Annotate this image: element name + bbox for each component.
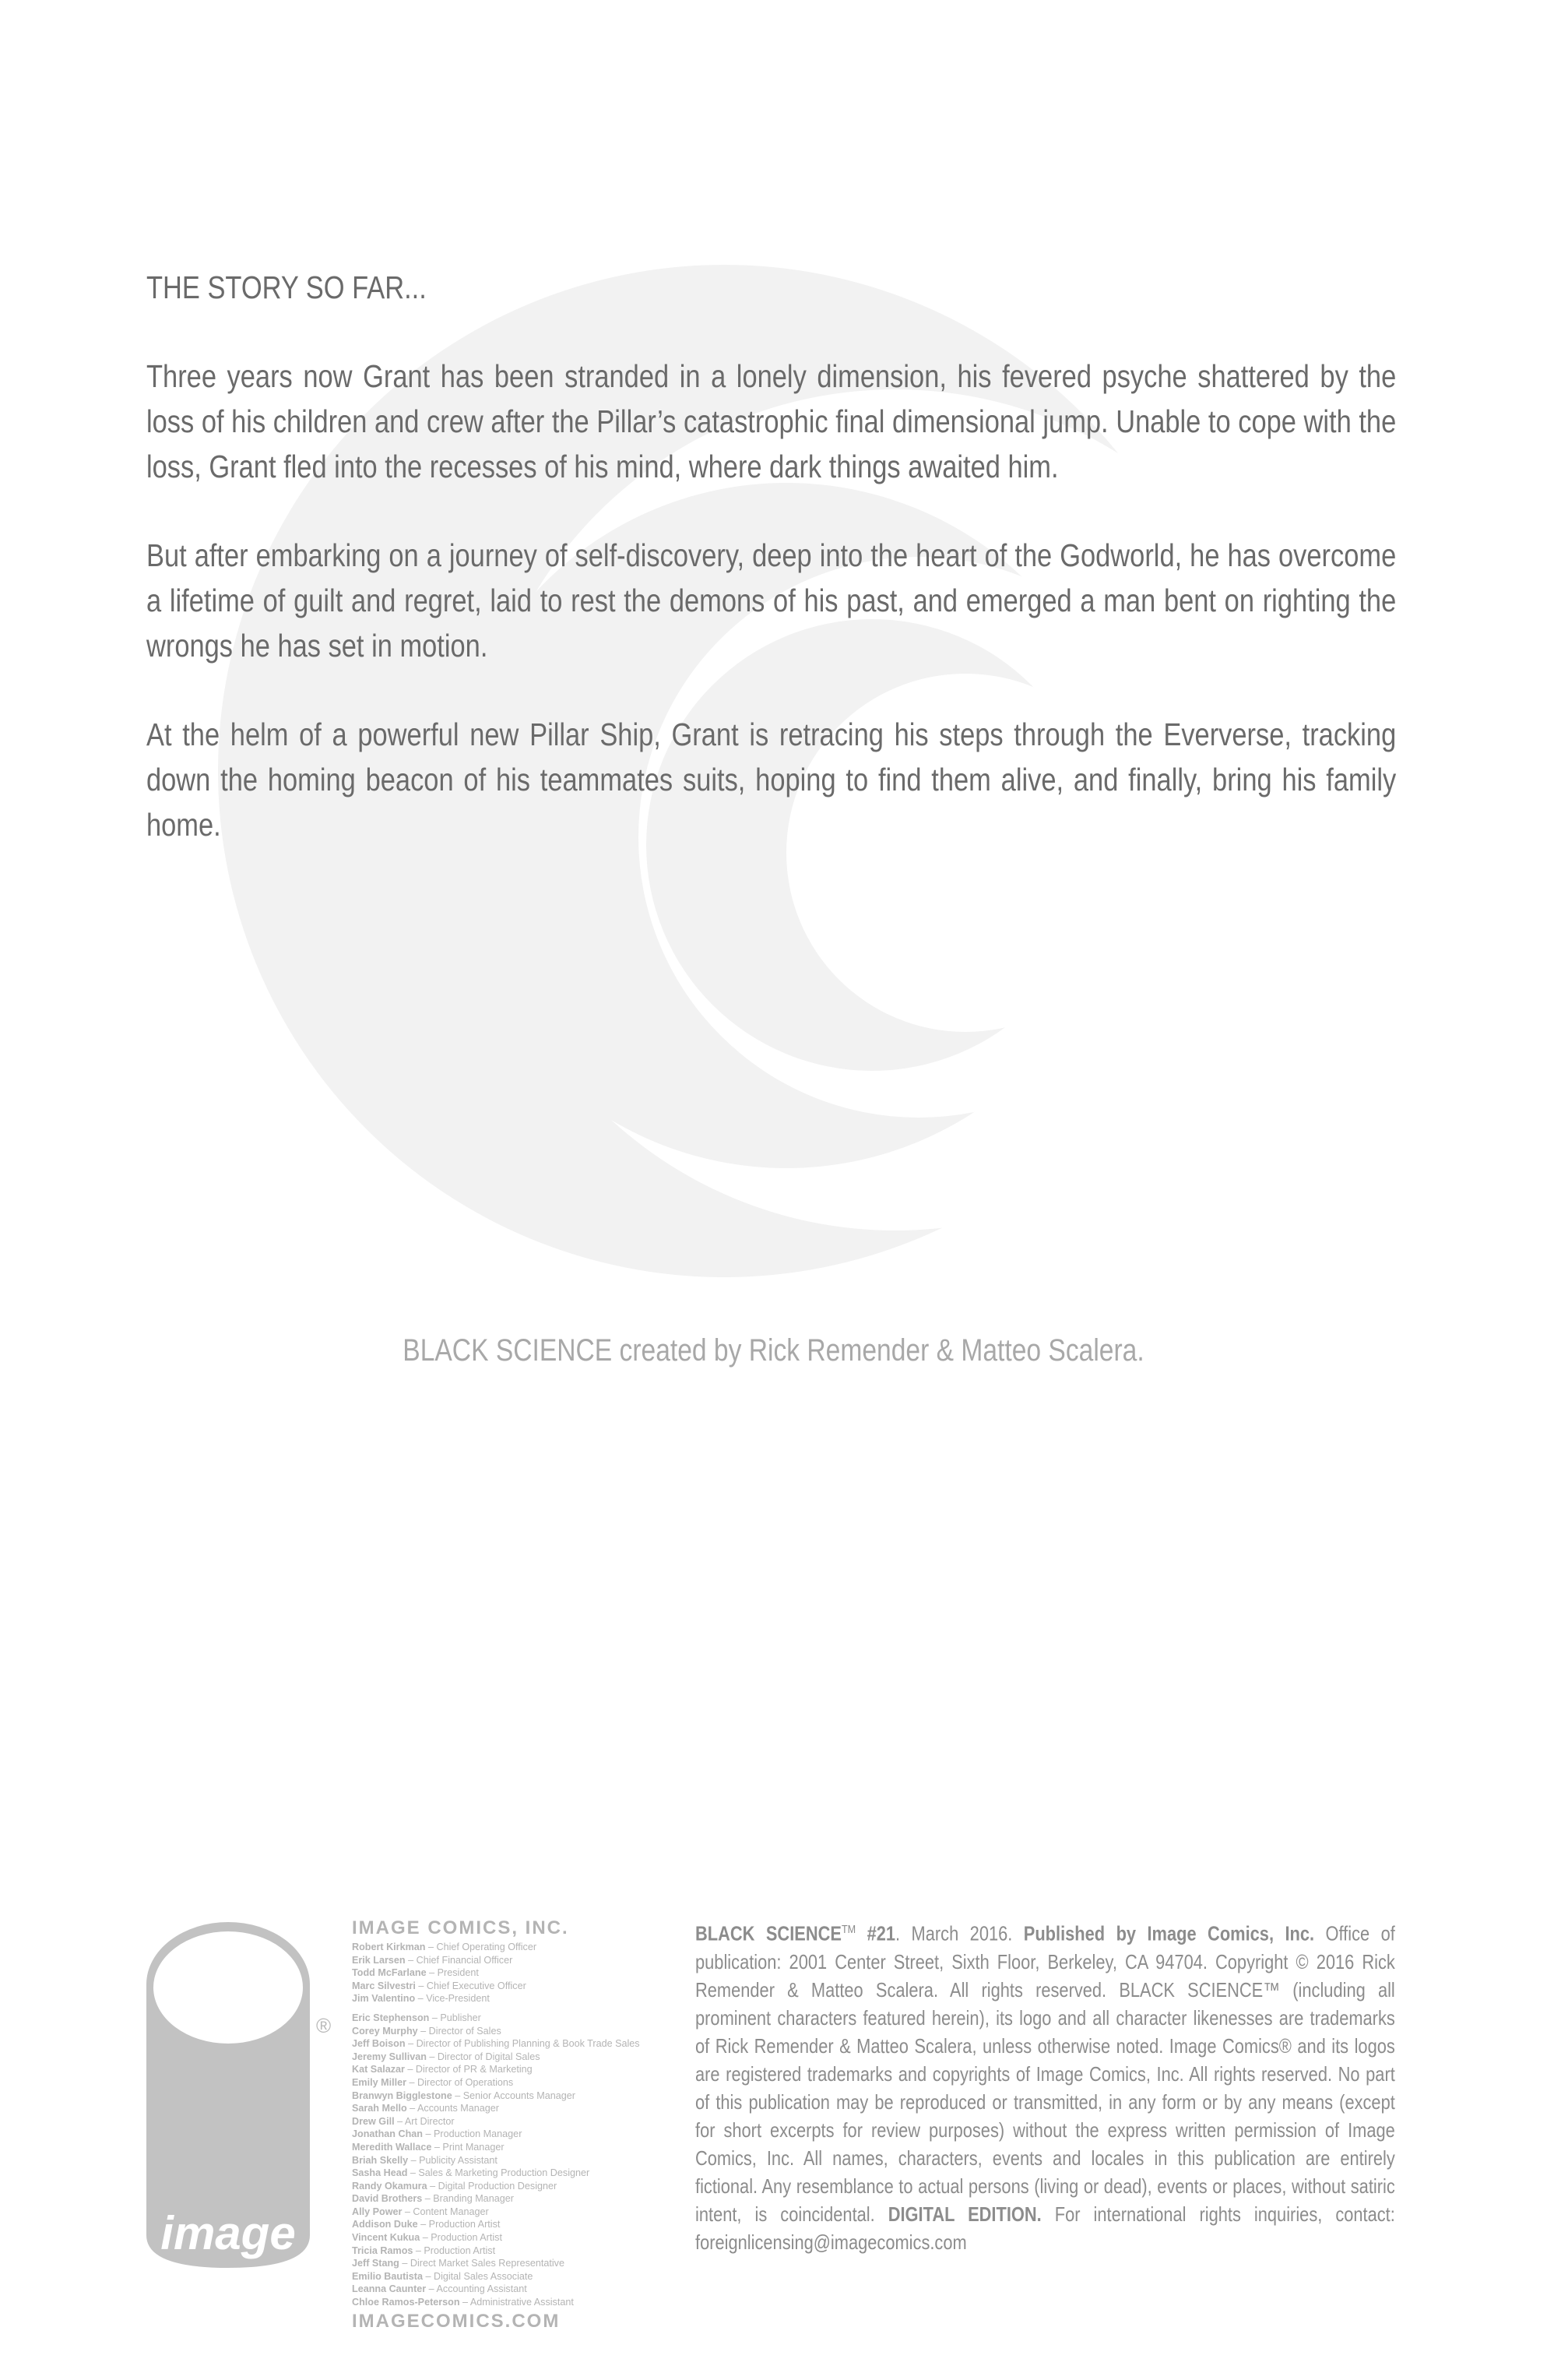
staff-name: Emily Miller xyxy=(352,2076,406,2088)
staff-row xyxy=(352,2167,710,2180)
staff-role: – Accounts Manager xyxy=(406,2103,499,2114)
staff-row xyxy=(352,2025,710,2038)
staff-name: Eric Stephenson xyxy=(352,2012,430,2023)
staff-row xyxy=(352,2090,710,2103)
staff-row xyxy=(352,2037,710,2051)
staff-row xyxy=(352,1941,710,1954)
staff-name: Randy Okamura xyxy=(352,2180,427,2192)
staff-row xyxy=(352,2244,710,2258)
staff-role: – Production Artist xyxy=(413,2244,496,2256)
staff-row xyxy=(352,2218,710,2231)
staff-row xyxy=(352,2192,710,2206)
staff-name: Leanna Caunter xyxy=(352,2283,427,2295)
staff-name: Branwyn Bigglestone xyxy=(352,2090,452,2101)
staff-role: – Administrative Assistant xyxy=(459,2297,574,2308)
staff-role: – Digital Sales Associate xyxy=(422,2270,533,2282)
trademark-mark: TM xyxy=(841,1923,856,1936)
staff-row xyxy=(352,1954,710,1967)
staff-name: Kat Salazar xyxy=(352,2064,405,2075)
staff-group-executives xyxy=(352,1941,710,2005)
staff-row xyxy=(352,2051,710,2064)
staff-role: – Publicity Assistant xyxy=(408,2154,498,2166)
staff-list xyxy=(352,1917,710,2332)
staff-role: – Chief Executive Officer xyxy=(415,1980,526,1991)
registered-mark: ® xyxy=(316,2014,332,2037)
creator-credit: BLACK SCIENCE created by Rick Remender & Matteo Scalera. xyxy=(403,1333,1144,1368)
legal-publisher: Published by Image Comics, Inc. xyxy=(1023,1921,1315,1945)
legal-issue: #21 xyxy=(856,1921,896,1945)
staff-role: – Art Director xyxy=(394,2115,455,2127)
staff-row xyxy=(352,2296,710,2309)
story-so-far xyxy=(146,265,1397,891)
staff-name: David Brothers xyxy=(352,2193,423,2205)
story-heading: THE STORY SO FAR... xyxy=(146,269,427,305)
staff-row xyxy=(352,2063,710,2076)
staff-role: – Digital Production Designer xyxy=(427,2180,557,2192)
staff-name: Todd McFarlane xyxy=(352,1967,427,1979)
staff-name: Vincent Kukua xyxy=(352,2232,420,2244)
staff-group-employees xyxy=(352,2012,710,2309)
staff-name: Jonathan Chan xyxy=(352,2128,423,2140)
story-paragraph: At the helm of a powerful new Pillar Ship, Grant is retracing his steps through the Eververse, tracking down the homing beacon of his teammates suits, hoping to find them alive, and finally, bring his family home. xyxy=(146,716,1397,843)
staff-role: – Print Manager xyxy=(431,2141,505,2153)
story-paragraph: Three years now Grant has been stranded in a lonely dimension, his fevered psyche shattered by the loss of his children and crew after the Pillar’s catastrophic final dimensional jump. Unable to cope with the loss, Grant fled into the recesses of his mind, where dark things awaited him. xyxy=(146,358,1397,484)
staff-row xyxy=(352,1966,710,1980)
staff-name: Tricia Ramos xyxy=(352,2244,413,2256)
staff-name: Drew Gill xyxy=(352,2115,395,2127)
story-paragraph: But after embarking on a journey of self-discovery, deep into the heart of the Godworld, he has overcome a lifetime of guilt and regret, laid to rest the demons of his past, and emerged a man bent on righting the wrongs he has set in motion. xyxy=(146,537,1397,664)
legal-body: Office of publication: 2001 Center Street, Sixth Floor, Berkeley, CA 94704. Copyright © 2016 Rick Remender & Matteo Scalera. All rights reserved. BLACK SCIENCE™ (including all prominent characters featured herein), its logo and all character likenesses are trademarks of Rick Remender & Matteo Scalera, unless otherwise noted. Image Comics® and its logos are registered trademarks and copyrights of Image Comics, Inc. All rights reserved. No part of this publication may be reproduced or transmitted, in any form or by any means (except for short excerpts for review purposes) without the express written permission of Image Comics, Inc. All names, characters, events and locales in this publication are entirely fictional. Any resemblance to actual persons (living or dead), events or places, without satiric intent, is coincidental. xyxy=(695,1921,1395,2226)
staff-row xyxy=(352,2257,710,2270)
website: IMAGECOMICS.COM xyxy=(352,2310,561,2332)
staff-role: – Production Artist xyxy=(417,2219,501,2230)
staff-name: Jim Valentino xyxy=(352,1993,416,2005)
staff-role: – Vice-President xyxy=(415,1993,490,2005)
staff-role: – Production Artist xyxy=(420,2232,502,2244)
staff-name: Erik Larsen xyxy=(352,1954,406,1966)
staff-name: Chloe Ramos-Peterson xyxy=(352,2297,460,2308)
staff-role: – Director of Publishing Planning & Book Trade Sales xyxy=(405,2038,640,2050)
staff-role: – Content Manager xyxy=(402,2206,489,2217)
staff-name: Robert Kirkman xyxy=(352,1942,426,1952)
staff-row xyxy=(352,2115,710,2128)
staff-row xyxy=(352,2231,710,2244)
staff-name: Jeremy Sullivan xyxy=(352,2051,427,2062)
staff-role: – Production Manager xyxy=(422,2128,522,2140)
staff-name: Sasha Head xyxy=(352,2167,408,2179)
staff-name: Emilio Bautista xyxy=(352,2270,423,2282)
staff-role: – Chief Financial Officer xyxy=(405,1954,513,1966)
company-name: IMAGE COMICS, INC. xyxy=(352,1917,569,1938)
image-comics-logo xyxy=(146,1916,349,2274)
staff-role: – Accounting Assistant xyxy=(426,2283,527,2295)
staff-row xyxy=(352,2270,710,2283)
staff-role: – Branding Manager xyxy=(422,2193,514,2205)
legal-edition: DIGITAL EDITION. xyxy=(888,2202,1042,2226)
staff-role: – Chief Operating Officer xyxy=(425,1942,537,1952)
staff-row xyxy=(352,2076,710,2090)
staff-row xyxy=(352,2128,710,2141)
staff-role: – Direct Market Sales Representative xyxy=(399,2258,564,2269)
staff-row xyxy=(352,2154,710,2167)
staff-role: – Director of PR & Marketing xyxy=(404,2064,533,2075)
staff-name: Sarah Mello xyxy=(352,2103,407,2114)
staff-role: – Director of Operations xyxy=(406,2076,514,2088)
staff-role: – Director of Digital Sales xyxy=(426,2051,540,2062)
staff-row xyxy=(352,1980,710,1993)
staff-name: Corey Murphy xyxy=(352,2025,418,2037)
legal-notice xyxy=(695,1916,1395,2256)
staff-row xyxy=(352,2206,710,2219)
staff-row xyxy=(352,2141,710,2154)
staff-role: – Sales & Marketing Production Designer xyxy=(407,2167,590,2179)
staff-name: Meredith Wallace xyxy=(352,2141,432,2153)
staff-name: Addison Duke xyxy=(352,2219,418,2230)
staff-row xyxy=(352,1992,710,2005)
staff-name: Ally Power xyxy=(352,2206,403,2217)
staff-row xyxy=(352,2283,710,2296)
legal-date: . March 2016. xyxy=(895,1921,1024,1945)
staff-role: – President xyxy=(426,1967,479,1979)
staff-role: – Publisher xyxy=(429,2012,481,2023)
staff-name: Marc Silvestri xyxy=(352,1980,416,1991)
staff-row xyxy=(352,2180,710,2193)
staff-name: Jeff Boison xyxy=(352,2038,406,2050)
staff-name: Jeff Stang xyxy=(352,2258,399,2269)
staff-name: Briah Skelly xyxy=(352,2154,409,2166)
staff-role: – Director of Sales xyxy=(417,2025,501,2037)
staff-row xyxy=(352,2012,710,2025)
logo-wordmark: image xyxy=(160,2207,296,2259)
legal-contact: For international rights inquiries, contact: foreignlicensing@imagecomics.com xyxy=(695,2202,1395,2254)
staff-row xyxy=(352,2102,710,2115)
legal-title: BLACK SCIENCE xyxy=(695,1921,842,1945)
staff-role: – Senior Accounts Manager xyxy=(452,2090,575,2101)
